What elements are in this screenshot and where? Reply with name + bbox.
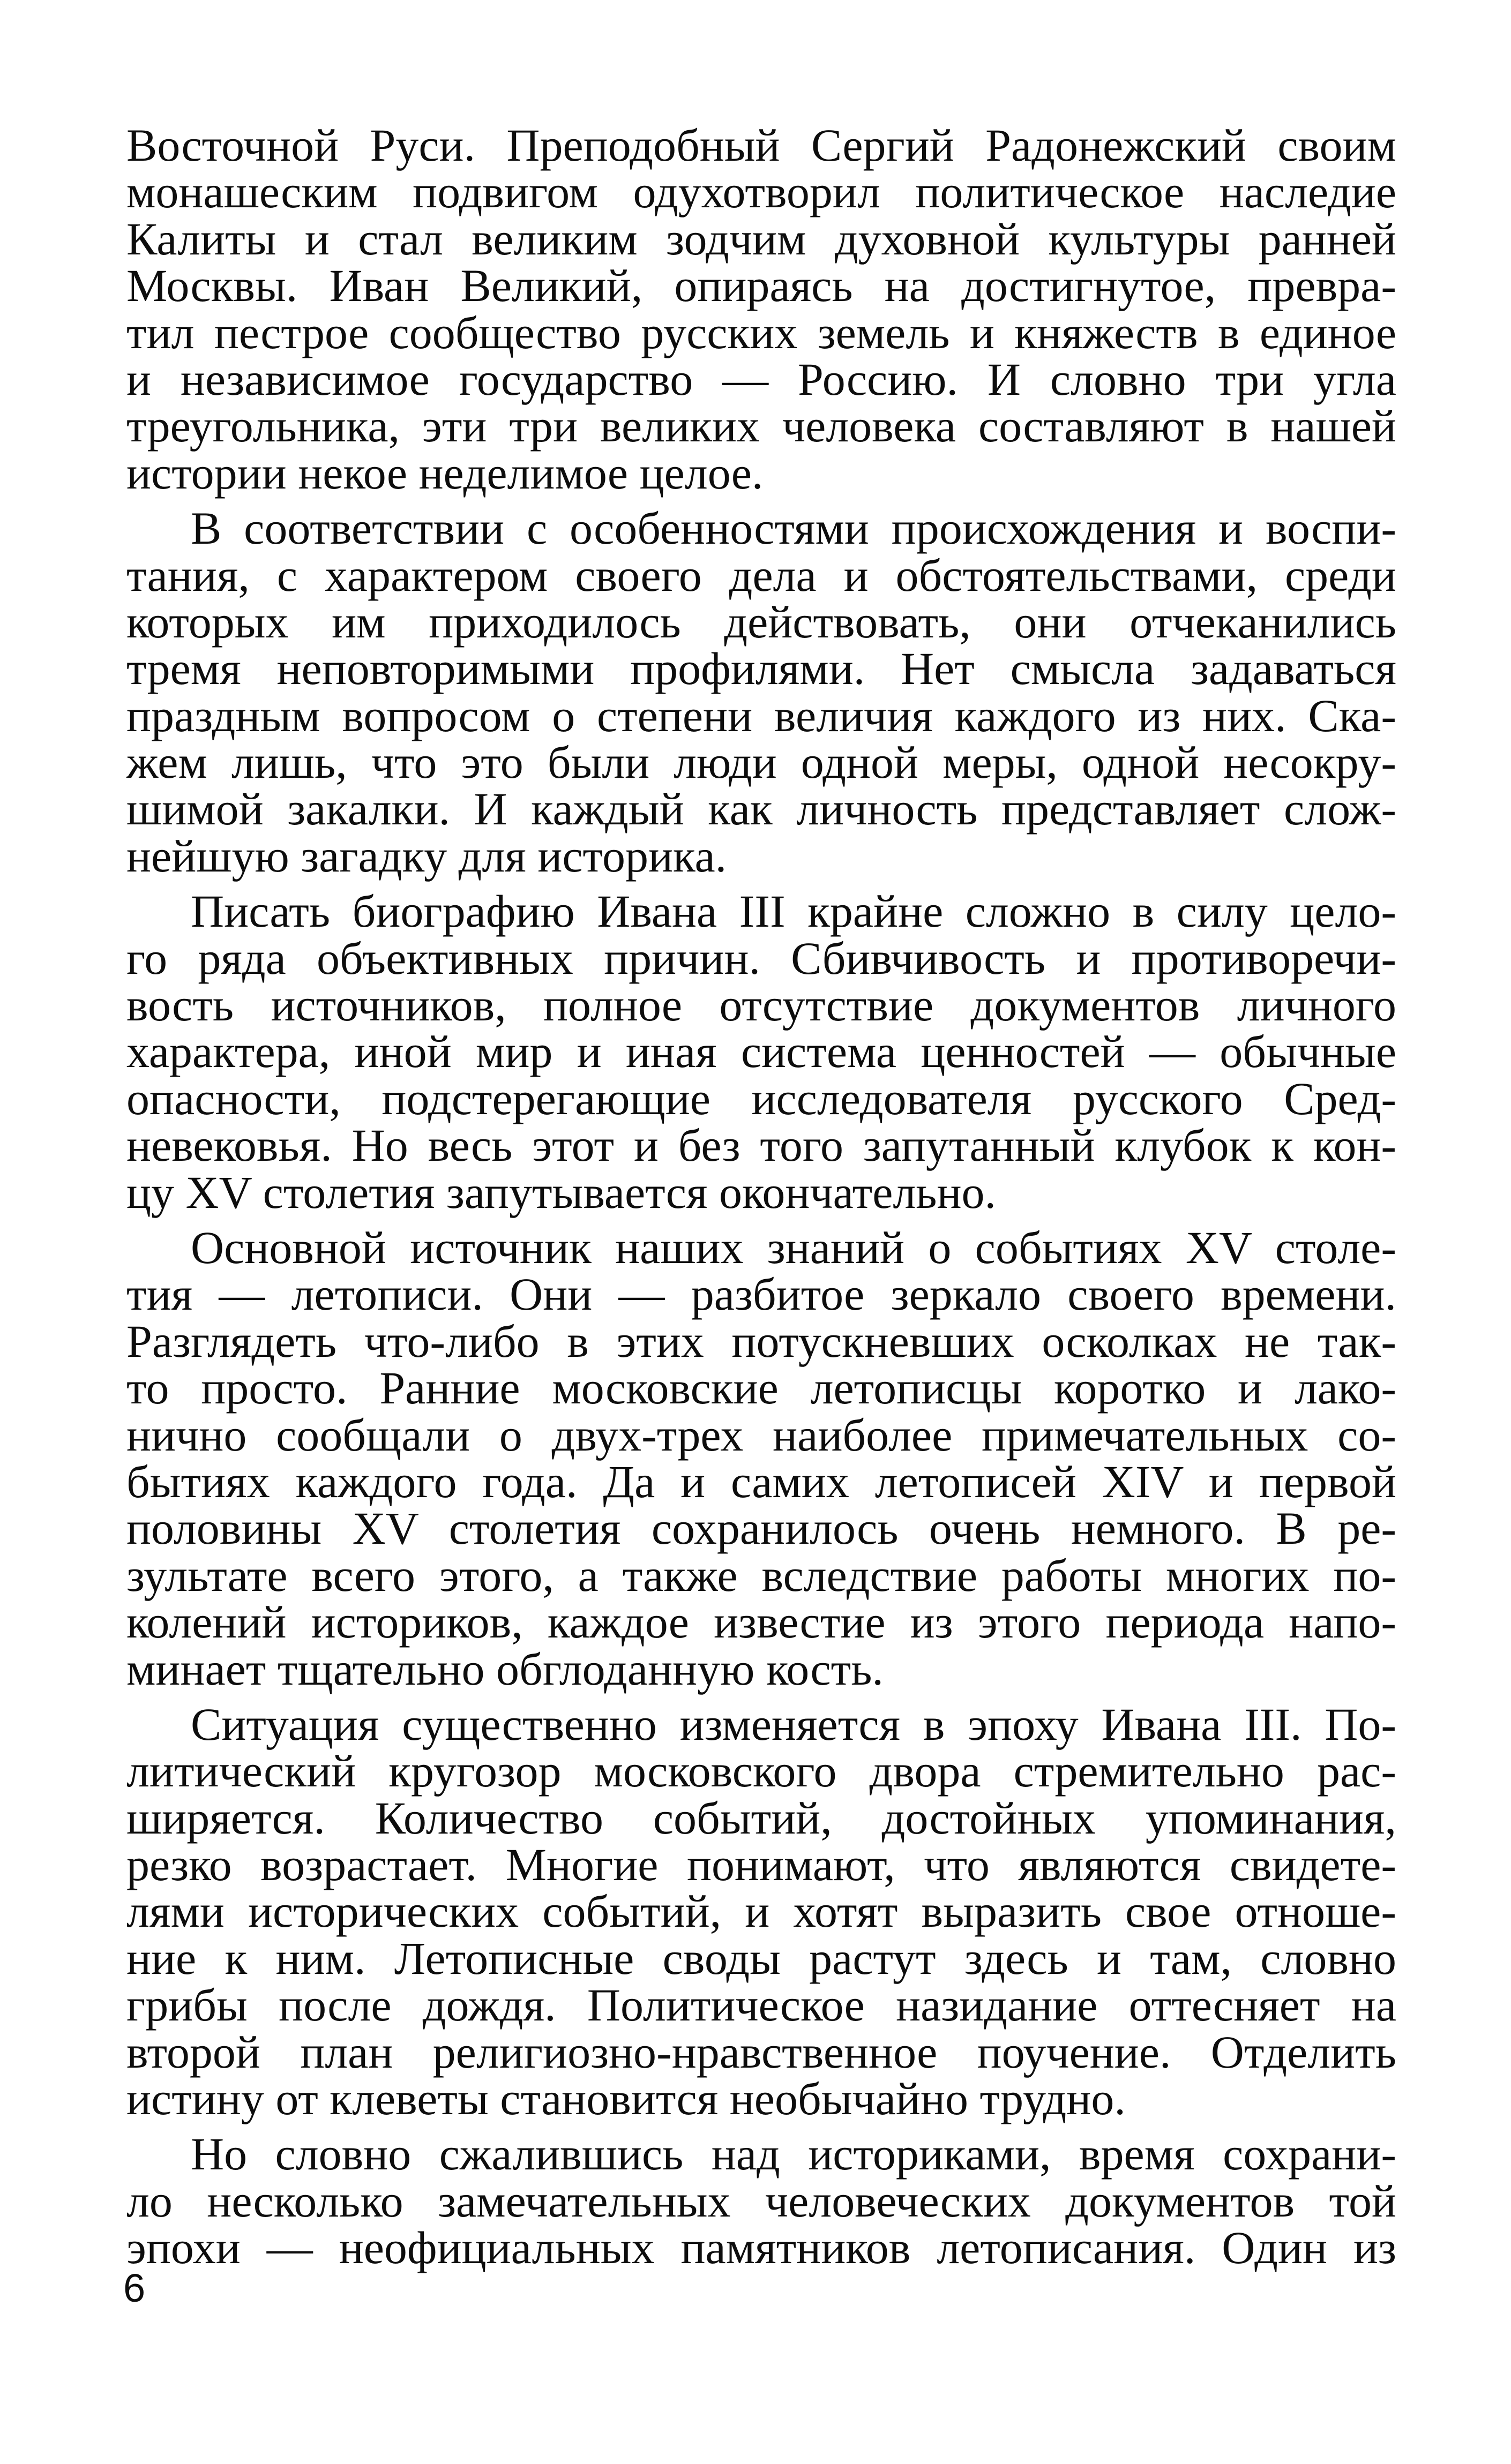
- text-line: го ряда объективных причин. Сбивчивость и противоречи-: [126, 932, 1396, 984]
- text-line: и независимое государство — Россию. И словно три угла: [126, 353, 1396, 405]
- text-line: минает тщательно обглоданную кость.: [126, 1643, 884, 1695]
- text-line: которых им приходилось действовать, они отчеканились: [126, 596, 1396, 648]
- text-line: лями исторических событий, и хотят выразить свое отноше-: [126, 1885, 1396, 1937]
- text-line: истину от клеветы становится необычайно трудно.: [126, 2073, 1126, 2125]
- text-line: нейшую загадку для историка.: [126, 830, 727, 882]
- text-line: тил пестрое сообщество русских земель и княжеств в единое: [126, 306, 1396, 358]
- text-line: Москвы. Иван Великий, опираясь на достигнутое, превра-: [126, 260, 1396, 312]
- text-line: литический кругозор московского двора стремительно рас-: [126, 1745, 1396, 1797]
- text-line: шимой закалки. И каждый как личность представляет слож-: [126, 783, 1396, 835]
- text-line: ширяется. Количество событий, достойных упоминания,: [126, 1792, 1396, 1844]
- text-line: резко возрастает. Многие понимают, что являются свидете-: [126, 1839, 1396, 1891]
- text-line: жем лишь, что это были люди одной меры, одной несокру-: [126, 737, 1396, 788]
- text-line: тия — летописи. Они — разбитое зеркало своего времени.: [126, 1268, 1396, 1320]
- text-line: опасности, подстерегающие исследователя русского Сред-: [126, 1072, 1396, 1124]
- text-line: грибы после дождя. Политическое назидание оттесняет на: [126, 1979, 1396, 2031]
- text-line: бытиях каждого года. Да и самих летописей XIV и первой: [126, 1455, 1396, 1507]
- paragraph-4: [126, 1221, 1396, 1695]
- text-line: истории некое неделимое целое.: [126, 447, 764, 499]
- text-line: цу XV столетия запутывается окончательно.: [126, 1166, 997, 1218]
- text-line: ло несколько замечательных человеческих документов той: [126, 2175, 1396, 2227]
- paragraph-3: [126, 885, 1396, 1218]
- text-line: колений историков, каждое известие из этого периода напо-: [126, 1596, 1396, 1648]
- text-line: Основной источник наших знаний о событиях XV столе-: [191, 1221, 1396, 1273]
- text-line: Разглядеть что-либо в этих потускневших осколках не так-: [126, 1315, 1396, 1367]
- text-line: Ситуация существенно изменяется в эпоху Ивана III. По-: [191, 1698, 1396, 1750]
- text-line: монашеским подвигом одухотворил политическое наследие: [126, 166, 1396, 218]
- text-line: второй план религиозно-нравственное поучение. Отделить: [126, 2026, 1396, 2078]
- text-line: вость источников, полное отсутствие документов личного: [126, 979, 1396, 1031]
- page-number: 6: [123, 2266, 146, 2310]
- text-line: Калиты и стал великим зодчим духовной культуры ранней: [126, 213, 1396, 265]
- paragraph-1: [126, 119, 1396, 499]
- text-line: нично сообщали о двух-трех наиболее примечательных со-: [126, 1409, 1396, 1461]
- text-line: то просто. Ранние московские летописцы коротко и лако-: [126, 1362, 1396, 1414]
- text-line: зультате всего этого, а также вследствие работы многих по-: [126, 1549, 1396, 1601]
- text-line: В соответствии с особенностями происхождения и воспи-: [191, 502, 1396, 554]
- text-line: тания, с характером своего дела и обстоятельствами, среди: [126, 549, 1396, 601]
- text-line: характера, иной мир и иная система ценностей — обычные: [126, 1026, 1396, 1078]
- text-line: эпохи — неофициальных памятников летописания. Один из: [126, 2222, 1396, 2274]
- text-line: Но словно сжалившись над историками, время сохрани-: [191, 2128, 1396, 2180]
- paragraph-5: [126, 1698, 1396, 2125]
- body-text: [126, 119, 1396, 2274]
- paragraph-2: [126, 502, 1396, 882]
- text-line: Писать биографию Ивана III крайне сложно в силу цело-: [191, 885, 1396, 937]
- text-line: треугольника, эти три великих человека составляют в нашей: [126, 400, 1396, 452]
- text-line: праздным вопросом о степени величия каждого из них. Ска-: [126, 689, 1396, 741]
- text-line: Восточной Руси. Преподобный Сергий Радонежский своим: [126, 119, 1396, 171]
- text-line: тремя неповторимыми профилями. Нет смысла задаваться: [126, 643, 1396, 695]
- text-line: невековья. Но весь этот и без того запутанный клубок к кон-: [126, 1120, 1396, 1171]
- text-line: половины XV столетия сохранилось очень немного. В ре-: [126, 1503, 1396, 1554]
- paragraph-6: [126, 2128, 1396, 2274]
- text-line: ние к ним. Летописные своды растут здесь и там, словно: [126, 1932, 1396, 1984]
